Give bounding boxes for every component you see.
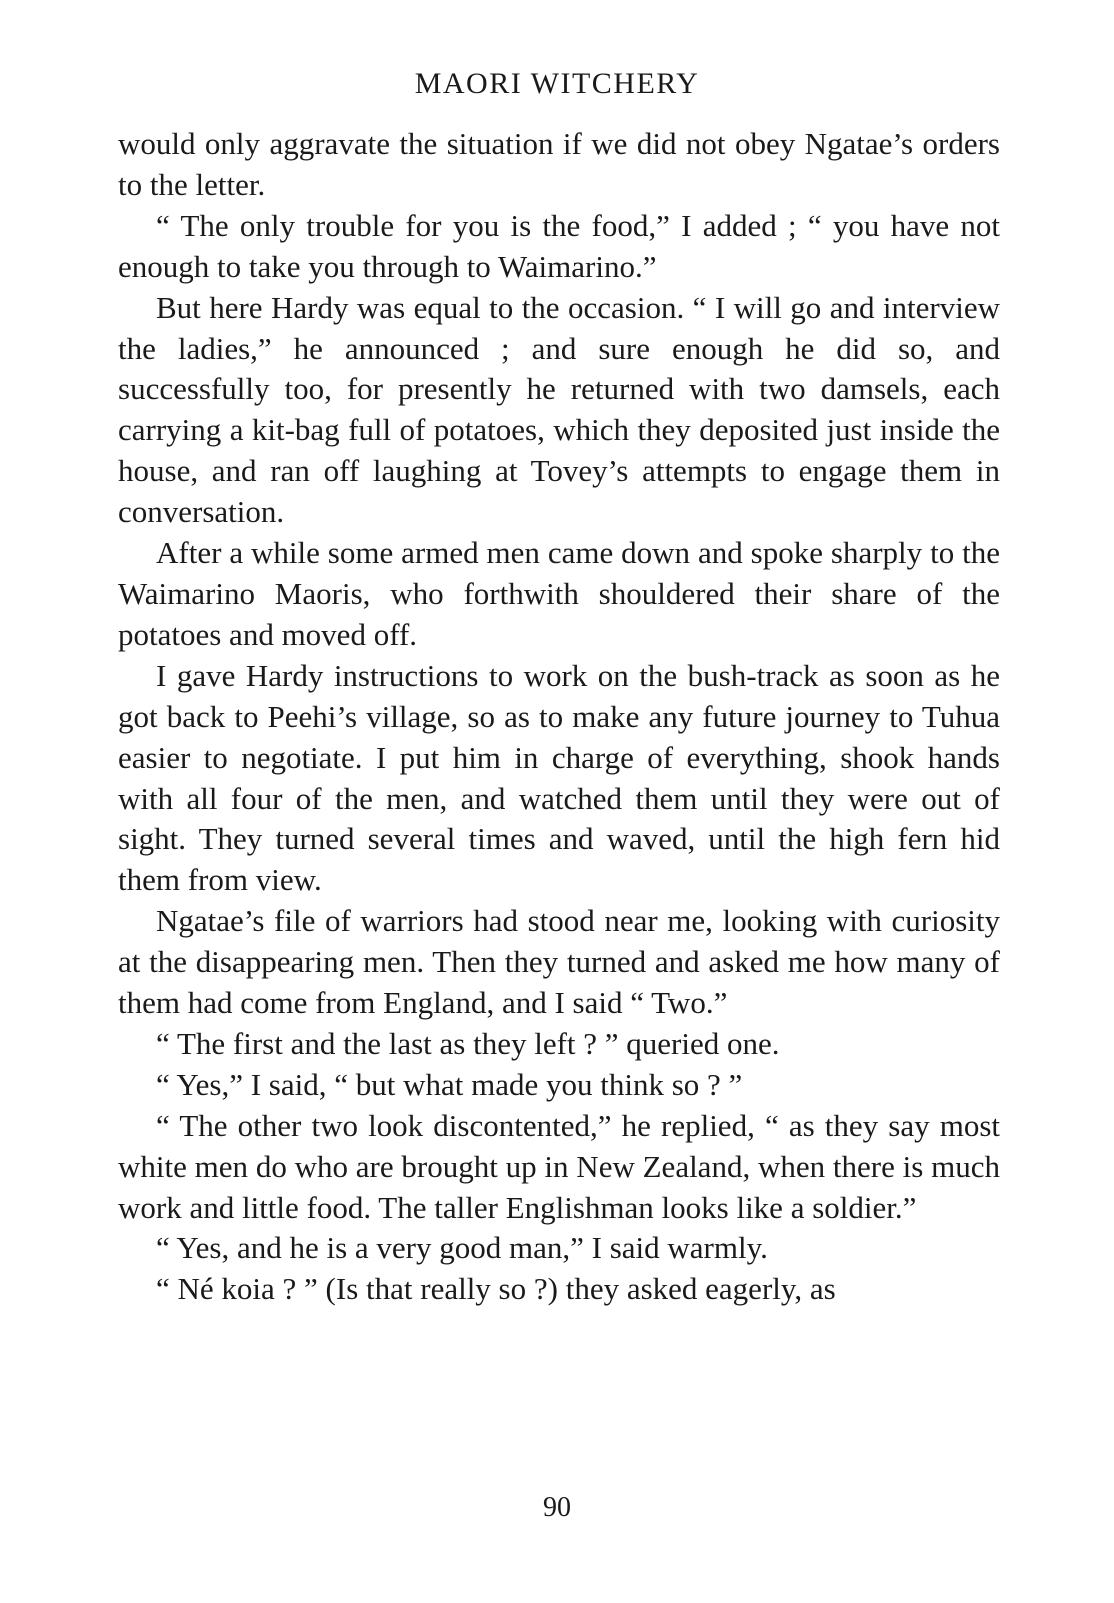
paragraph: “ Yes, and he is a very good man,” I said warmly. xyxy=(156,1230,768,1266)
page-number: 90 xyxy=(543,1492,571,1523)
paragraph: I gave Hardy instructions to work on the bush-track as soon as he got back to Peehi’s village, so as to make any future journey to Tuhua easier to negotiate. I put him in charge of everything, shook hands with all four of the men, and watched them until they were out of sight. They turned several times and waved, until the high fern hid them from view. xyxy=(118,657,1000,898)
paragraph: “ The other two look discontented,” he replied, “ as they say most white men do who are brought up in New Zealand, when there is much work and little food. The taller Englishman looks like a soldier.” xyxy=(118,1107,1000,1225)
running-head: MAORI WITCHERY xyxy=(414,67,700,100)
body-text xyxy=(118,124,1000,1310)
paragraph: “ The first and the last as they left ? ” queried one. xyxy=(156,1025,780,1061)
paragraph: “ The only trouble for you is the food,” I added ; “ you have not enough to take you through to Waimarino.” xyxy=(118,207,1000,284)
paragraph: After a while some armed men came down and spoke sharply to the Waimarino Maoris, who forthwith shouldered their share of the potatoes and moved off. xyxy=(118,535,1000,652)
paragraph: “ Yes,” I said, “ but what made you think so ? ” xyxy=(156,1066,743,1102)
paragraph: But here Hardy was equal to the occasion. “ I will go and interview the ladies,” he announced ; and sure enough he did so, and successfully too, for presently he returned with two damsels, each carrying a kit-bag full of potatoes, which they deposited just inside the house, and ran off laughing at Tovey’s attempts to engage them in conversation. xyxy=(118,289,1000,530)
paragraph-continued: would only aggravate the situation if we did not obey Ngatae’s orders to the letter. xyxy=(118,126,1000,202)
paragraph: “ Né koia ? ” (Is that really so ?) they asked eagerly, as xyxy=(156,1271,836,1307)
paragraph: Ngatae’s file of warriors had stood near me, looking with curiosity at the disappearing men. Then they turned and asked me how many of them had come from England, and I said “ Two.” xyxy=(118,903,1000,1021)
